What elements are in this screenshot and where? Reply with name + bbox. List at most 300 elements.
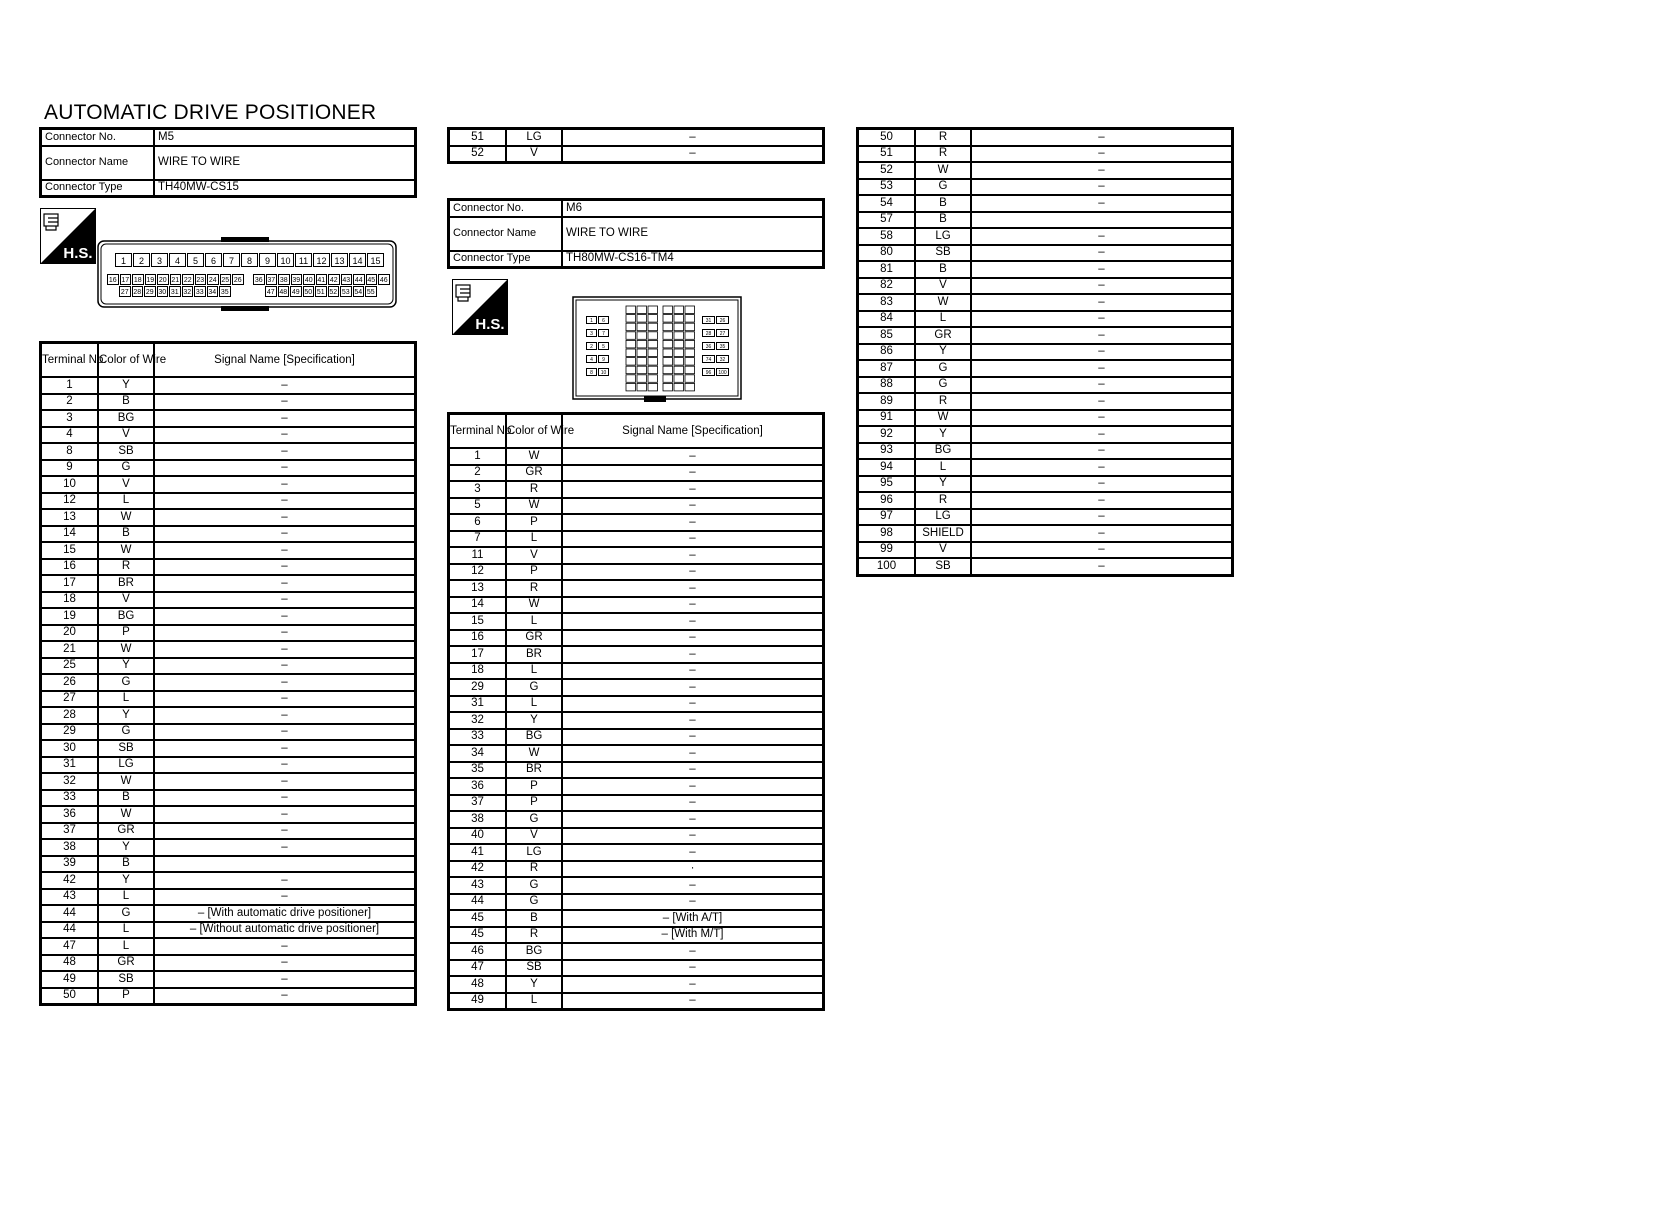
wire-color: G — [506, 894, 562, 911]
connector-pin — [663, 366, 673, 374]
terminal-no: 93 — [858, 443, 915, 460]
connector-pin: 38 — [278, 274, 290, 285]
signal-name: – — [154, 823, 415, 840]
table-row — [41, 757, 415, 774]
connector-pin: 1 — [115, 253, 132, 267]
signal-name: – — [562, 547, 823, 564]
terminal-no: 16 — [41, 559, 98, 576]
terminal-no: 38 — [41, 839, 98, 856]
table-row — [41, 889, 415, 906]
terminal-header: Terminal No. — [41, 343, 98, 377]
table-row — [858, 344, 1232, 361]
m5-info-table — [40, 128, 416, 197]
connector-pin — [648, 349, 658, 357]
connector-pin — [674, 358, 684, 366]
signal-name: – — [154, 658, 415, 675]
terminal-no: 19 — [41, 608, 98, 625]
signal-name: – — [562, 712, 823, 729]
connector-pin — [685, 315, 695, 323]
connector-pin — [663, 332, 673, 340]
connector-pin: 6 — [598, 316, 609, 324]
signal-name: – — [971, 459, 1232, 476]
signal-name: – — [154, 724, 415, 741]
connector-pin — [674, 349, 684, 357]
terminal-no: 40 — [449, 828, 506, 845]
wire-color: G — [915, 360, 971, 377]
wire-color: SB — [98, 443, 154, 460]
table-row — [858, 195, 1232, 212]
table-row — [41, 707, 415, 724]
table-row — [449, 630, 823, 647]
table-row — [858, 426, 1232, 443]
m5-conn-name-label: Connector Name — [41, 146, 154, 180]
table-row — [41, 691, 415, 708]
table-row — [41, 773, 415, 790]
connector-pin: 23 — [195, 274, 207, 285]
connector-pin — [674, 332, 684, 340]
table-row — [41, 740, 415, 757]
connector-pin — [685, 349, 695, 357]
connector-pin — [626, 340, 636, 348]
connector-pin — [648, 358, 658, 366]
signal-name: – — [562, 778, 823, 795]
connector-pin: 55 — [365, 286, 377, 297]
wire-color: L — [98, 922, 154, 939]
terminal-no: 18 — [449, 663, 506, 680]
connector-pin: 13 — [331, 253, 348, 267]
table-row — [449, 993, 823, 1010]
wire-color: Y — [506, 712, 562, 729]
terminal-no: 89 — [858, 393, 915, 410]
connector-pin: 24 — [207, 274, 219, 285]
connector-pin: 19 — [145, 274, 157, 285]
wire-color: G — [506, 877, 562, 894]
connector-pin — [685, 383, 695, 391]
wire-color: R — [915, 492, 971, 509]
signal-name: – — [154, 806, 415, 823]
table-row — [449, 828, 823, 845]
terminal-no: 2 — [449, 465, 506, 482]
connector-pin: 9 — [598, 355, 609, 363]
table-row — [449, 580, 823, 597]
table-row — [41, 823, 415, 840]
connector-pin — [674, 323, 684, 331]
connector-pin: 2 — [133, 253, 150, 267]
table-row — [449, 811, 823, 828]
connector-pin — [626, 375, 636, 383]
connector-pin — [648, 315, 658, 323]
wire-color: Y — [98, 377, 154, 394]
signal-name: – — [154, 542, 415, 559]
table-row — [41, 839, 415, 856]
wire-color: V — [98, 476, 154, 493]
signal-name: – — [562, 960, 823, 977]
connector-pin: 21 — [170, 274, 182, 285]
signal-name: – — [154, 757, 415, 774]
connector-pin — [674, 366, 684, 374]
signal-name: – — [562, 976, 823, 993]
terminal-no: 33 — [41, 790, 98, 807]
connector-pin: 36 — [253, 274, 265, 285]
table-row — [41, 856, 415, 873]
connector-pin — [685, 358, 695, 366]
table-row — [41, 608, 415, 625]
connector-pin — [648, 340, 658, 348]
signal-name: – — [154, 625, 415, 642]
connector-pin: 26 — [716, 316, 729, 324]
table-row — [449, 910, 823, 927]
signal-name — [971, 212, 1232, 229]
terminal-no: 3 — [41, 410, 98, 427]
table-row — [41, 955, 415, 972]
m6-conn-type: TH80MW-CS16-TM4 — [562, 251, 823, 268]
wire-color: R — [98, 559, 154, 576]
connector-pin — [637, 306, 647, 314]
table-row — [858, 212, 1232, 229]
wire-color: BG — [915, 443, 971, 460]
connector-pin: 31 — [702, 316, 715, 324]
wire-color: R — [915, 146, 971, 163]
terminal-no: 84 — [858, 311, 915, 328]
connector-pin — [637, 383, 647, 391]
terminal-no: 47 — [41, 938, 98, 955]
wire-color: L — [98, 691, 154, 708]
signal-name: – — [971, 311, 1232, 328]
connector-pin: 33 — [194, 286, 206, 297]
harness-connector-icon — [452, 279, 508, 335]
table-row — [449, 663, 823, 680]
wire-color: L — [506, 531, 562, 548]
connector-pin — [626, 306, 636, 314]
terminal-no: 5 — [449, 498, 506, 515]
table-row — [41, 427, 415, 444]
connector-pin: 14 — [349, 253, 366, 267]
table-row — [41, 658, 415, 675]
table-row — [449, 448, 823, 465]
wire-color: B — [98, 790, 154, 807]
connector-pin: 29 — [144, 286, 156, 297]
wire-color: G — [98, 674, 154, 691]
signal-name: – — [154, 707, 415, 724]
signal-name: – — [154, 394, 415, 411]
connector-pin — [674, 375, 684, 383]
terminal-no: 3 — [449, 481, 506, 498]
wire-color: L — [506, 696, 562, 713]
terminal-no: 37 — [41, 823, 98, 840]
table-row — [41, 410, 415, 427]
signal-name: – — [971, 426, 1232, 443]
wire-color: W — [98, 542, 154, 559]
table-row — [41, 971, 415, 988]
wire-color: L — [98, 493, 154, 510]
wire-color: LG — [915, 228, 971, 245]
connector-pin: 44 — [353, 274, 365, 285]
signal-name: – — [562, 679, 823, 696]
connector-pin: 2 — [586, 342, 597, 350]
signal-name: – [With A/T] — [562, 910, 823, 927]
connector-pin — [674, 383, 684, 391]
connector-pin: 8 — [241, 253, 258, 267]
terminal-no: 95 — [858, 476, 915, 493]
connector-pin: 28 — [132, 286, 144, 297]
table-row — [449, 844, 823, 861]
wire-color: Y — [98, 839, 154, 856]
terminal-no: 50 — [858, 129, 915, 146]
terminal-no: 48 — [449, 976, 506, 993]
wire-color: BR — [506, 762, 562, 779]
wire-color: SHIELD — [915, 525, 971, 542]
connector-pin — [674, 306, 684, 314]
terminal-no: 85 — [858, 327, 915, 344]
terminal-no: 31 — [41, 757, 98, 774]
signal-header: Signal Name [Specification] — [154, 343, 415, 377]
signal-name: – — [154, 575, 415, 592]
terminal-no: 52 — [449, 146, 506, 163]
wire-color: L — [98, 889, 154, 906]
terminal-no: 2 — [41, 394, 98, 411]
m5-terminal-table-cont — [448, 128, 824, 163]
wire-color: L — [506, 993, 562, 1010]
terminal-no: 20 — [41, 625, 98, 642]
signal-name: – — [562, 894, 823, 911]
wire-color: W — [98, 773, 154, 790]
table-row — [858, 228, 1232, 245]
terminal-no: 49 — [449, 993, 506, 1010]
signal-name: – — [154, 592, 415, 609]
wire-color: SB — [915, 245, 971, 262]
terminal-no: 42 — [449, 861, 506, 878]
signal-name: – — [971, 294, 1232, 311]
table-row — [858, 360, 1232, 377]
table-row — [858, 245, 1232, 262]
connector-pin — [626, 349, 636, 357]
terminal-no: 100 — [858, 558, 915, 575]
table-row — [41, 674, 415, 691]
signal-name: – — [562, 613, 823, 630]
wire-color: W — [506, 498, 562, 515]
wire-color: B — [915, 261, 971, 278]
connector-pin: 3 — [151, 253, 168, 267]
connector-pin — [674, 340, 684, 348]
terminal-no: 7 — [449, 531, 506, 548]
signal-name: – — [154, 740, 415, 757]
wire-color: Y — [915, 344, 971, 361]
signal-name: – — [562, 993, 823, 1010]
terminal-no: 81 — [858, 261, 915, 278]
signal-name: – — [971, 542, 1232, 559]
signal-name: · — [562, 861, 823, 878]
signal-name: – — [971, 344, 1232, 361]
table-row — [449, 745, 823, 762]
connector-pin: 1 — [586, 316, 597, 324]
connector-pin: 35 — [219, 286, 231, 297]
table-row — [41, 938, 415, 955]
table-row — [858, 129, 1232, 146]
signal-name: – — [971, 146, 1232, 163]
table-row — [41, 460, 415, 477]
terminal-no: 45 — [449, 910, 506, 927]
signal-name: – — [562, 146, 823, 163]
wire-color: Y — [915, 476, 971, 493]
wire-color: V — [506, 547, 562, 564]
wire-color: G — [98, 724, 154, 741]
table-row — [858, 393, 1232, 410]
table-row — [449, 465, 823, 482]
terminal-no: 54 — [858, 195, 915, 212]
table-row — [41, 559, 415, 576]
connector-pin — [648, 332, 658, 340]
harness-connector-icon — [40, 208, 96, 264]
table-row — [41, 806, 415, 823]
wire-color: R — [506, 861, 562, 878]
signal-name: – — [154, 691, 415, 708]
wire-color: V — [98, 592, 154, 609]
signal-name: – — [562, 597, 823, 614]
connector-pin: 16 — [107, 274, 119, 285]
m6-terminal-table — [448, 413, 824, 1010]
signal-name: – — [562, 696, 823, 713]
wire-color: W — [506, 448, 562, 465]
table-row — [858, 294, 1232, 311]
wire-color: GR — [915, 327, 971, 344]
terminal-no: 18 — [41, 592, 98, 609]
wire-color: SB — [98, 740, 154, 757]
signal-name: – — [562, 844, 823, 861]
connector-pin: 51 — [315, 286, 327, 297]
wire-color: W — [506, 745, 562, 762]
connector-pin: 27 — [119, 286, 131, 297]
connector-pin: 9 — [259, 253, 276, 267]
connector-pin: 46 — [378, 274, 390, 285]
terminal-no: 44 — [41, 922, 98, 939]
table-row — [449, 927, 823, 944]
terminal-no: 1 — [449, 448, 506, 465]
connector-pin: 35 — [716, 342, 729, 350]
wire-color: P — [98, 625, 154, 642]
wire-color: Y — [98, 707, 154, 724]
connector-pin: 52 — [328, 286, 340, 297]
terminal-no: 98 — [858, 525, 915, 542]
connector-pin: 40 — [303, 274, 315, 285]
terminal-no: 80 — [858, 245, 915, 262]
connector-pin: 96 — [702, 368, 715, 376]
signal-name: – — [562, 762, 823, 779]
connector-pin: 43 — [341, 274, 353, 285]
wire-color: Y — [98, 872, 154, 889]
table-row — [41, 443, 415, 460]
terminal-no: 8 — [41, 443, 98, 460]
wire-color: LG — [506, 129, 562, 146]
connector-pin: 10 — [277, 253, 294, 267]
hs-label: H.S. — [475, 316, 505, 333]
table-row — [858, 525, 1232, 542]
m6-terminal-table-cont — [857, 128, 1233, 576]
connector-pin — [663, 315, 673, 323]
connector-pin: 12 — [313, 253, 330, 267]
connector-pin — [626, 383, 636, 391]
connector-pin: 34 — [207, 286, 219, 297]
terminal-no: 87 — [858, 360, 915, 377]
terminal-no: 48 — [41, 955, 98, 972]
signal-name: – — [971, 278, 1232, 295]
wire-color: R — [506, 580, 562, 597]
table-row — [858, 146, 1232, 163]
terminal-no: 82 — [858, 278, 915, 295]
signal-name: – — [971, 558, 1232, 575]
m6-conn-name: WIRE TO WIRE — [562, 217, 823, 251]
connector-pin: 8 — [586, 368, 597, 376]
terminal-no: 25 — [41, 658, 98, 675]
table-row — [41, 542, 415, 559]
signal-header: Signal Name [Specification] — [562, 414, 823, 448]
connector-pin: 28 — [702, 329, 715, 337]
terminal-no: 38 — [449, 811, 506, 828]
terminal-no: 12 — [449, 564, 506, 581]
connector-pin: 100 — [716, 368, 729, 376]
table-row — [449, 129, 823, 146]
connector-pin: 50 — [303, 286, 315, 297]
terminal-no: 41 — [449, 844, 506, 861]
connector-pin: 5 — [187, 253, 204, 267]
wire-color: V — [506, 146, 562, 163]
table-row — [858, 492, 1232, 509]
terminal-no: 31 — [449, 696, 506, 713]
signal-name: – — [154, 443, 415, 460]
terminal-no: 47 — [449, 960, 506, 977]
table-row — [449, 481, 823, 498]
terminal-no: 11 — [449, 547, 506, 564]
connector-pin: 18 — [132, 274, 144, 285]
wire-color: GR — [98, 955, 154, 972]
signal-name: – — [971, 377, 1232, 394]
connector-pin: 20 — [157, 274, 169, 285]
wire-color: W — [915, 162, 971, 179]
signal-name: – — [971, 327, 1232, 344]
wire-color: LG — [915, 509, 971, 526]
connector-pin: 7 — [223, 253, 240, 267]
signal-name: – — [154, 988, 415, 1005]
terminal-no: 53 — [858, 179, 915, 196]
connector-pin: 32 — [182, 286, 194, 297]
signal-name: – — [971, 245, 1232, 262]
table-row — [449, 498, 823, 515]
connector-pin: 47 — [265, 286, 277, 297]
connector-pin: 15 — [367, 253, 384, 267]
table-row — [858, 542, 1232, 559]
wire-color: B — [506, 910, 562, 927]
table-row — [858, 377, 1232, 394]
signal-name: – — [562, 630, 823, 647]
signal-name: – — [562, 943, 823, 960]
table-row — [858, 311, 1232, 328]
table-row — [449, 547, 823, 564]
terminal-header: Terminal No. — [449, 414, 506, 448]
table-row — [858, 410, 1232, 427]
terminal-no: 92 — [858, 426, 915, 443]
wire-color: Y — [506, 976, 562, 993]
connector-pin: 17 — [120, 274, 132, 285]
terminal-no: 44 — [41, 905, 98, 922]
signal-name: – — [154, 773, 415, 790]
signal-name: – — [154, 377, 415, 394]
signal-name: – — [971, 195, 1232, 212]
table-row — [858, 443, 1232, 460]
wire-color: P — [98, 988, 154, 1005]
m6-pin-grid — [572, 296, 742, 404]
terminal-no: 32 — [449, 712, 506, 729]
wire-color: B — [98, 526, 154, 543]
wire-color: BR — [98, 575, 154, 592]
